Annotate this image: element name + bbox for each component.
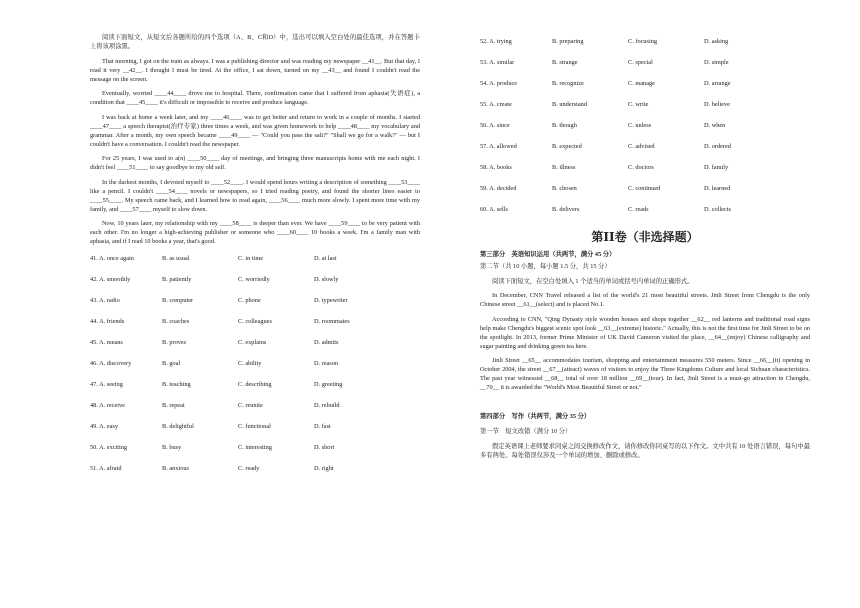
option-row: 47. A. seeing B. teaching C. describing D. greeting — [90, 381, 343, 388]
option-row: 56. A. since B. though C. unless D. when — [480, 122, 726, 129]
option-row: 50. A. exciting B. busy C. interesting D. short — [90, 444, 335, 451]
option-row: 58. A. books B. illness C. doctors D. family — [480, 164, 729, 171]
options-list-left — [90, 248, 420, 479]
passage-paragraph: Eventually, worried ____44____ drove me to hospital. There, confirmation came that I suffered from aphasia(失语症), a condition that ____45____ it's difficult or impossible to receive and produce language. — [90, 90, 420, 106]
cloze-passage — [90, 57, 420, 247]
option-row: 60. A. sells B. delivers C. reads D. collects — [480, 206, 731, 213]
option-row: 49. A. easy B. delightful C. functional D. fast — [90, 423, 331, 430]
option-row: 55. A. create B. understand C. write D. believe — [480, 101, 730, 108]
reading-instructions: 阅读下面短文，从短文后各题所给的四个选项（A、B、C和D）中，选出可以填入空白处的最佳选项，并在答题卡上将该项涂黑。 — [90, 34, 420, 50]
passage-paragraph: That morning, I got on the train as always. I was a publishing director and was reading my newspaper __41__. But that day, I read it very __42__. I thought I must be tired. At the office, I sat down, turned on my __43__ and found I couldn't read the message on the screen. — [90, 57, 420, 83]
option-row: 57. A. allowed B. expected C. advised D. ordered — [480, 143, 731, 150]
option-row: 51. A. afraid B. anxious C. ready D. right — [90, 465, 334, 472]
passage-paragraph: In the darkest months, I devoted myself to ____52____. I would spend hours writing a description of something ____53____ like a pencil. I couldn't ____54____ novels or newspapers, so I tried reading poetry, and found the shorter lines easier to ____55____. My speech came back, and I learned how to read again, ____56____ much more slowly. I spent more time with my family, and ____57____ myself to slow down. — [90, 178, 420, 213]
option-row: 53. A. similar B. strange C. special D. simple — [480, 59, 729, 66]
option-row: 41. A. once again B. as usual C. in time D. at last — [90, 255, 337, 262]
part4-instructions: 假定英语课上老师要求同桌之间交换修改作文，请你修改你同桌写的以下作文。文中共有 10 处语言错误，每句中最多有两处。每处错误仅涉及一个单词的增加、删除或修改。 — [480, 442, 810, 459]
part3-instructions: 阅读下面短文，在空白处填入 1 个适当的单词或括号内单词的正确形式。 — [492, 277, 694, 285]
passage-paragraph: Now, 10 years later, my relationship with my ____58____ is deeper than ever. We have ____59____ to be very patient with each other. I'm no longer a high-achieving publisher or someone who ____60____ 10 books a week. I'm a family man with aphasia, and if I read 10 books a year, that's good. — [90, 220, 420, 245]
option-row: 54. A. produce B. recognize C. manage D. arrange — [480, 80, 731, 87]
option-row: 42. A. smoothly B. patiently C. worriedly D. slowly — [90, 276, 339, 283]
option-row: 59. A. decided B. chosen C. continued D. learned — [480, 185, 731, 192]
passage-paragraph: Jinli Street __65__ accommodates tourism, shopping and entertainment measures 550 meters. Since __66__(it) opening in October 2004, the street __67__(attract) waves of visitors to enjoy the Three Kingdoms Culture and local Sichuan characteristics. The past year witnessed __68__ total of over 18 million __69__(tour). In fact, Jinli Street is a must-go attraction in Chengdu, __70__ it is awarded the "World's Most Beautiful Street or not." — [480, 357, 810, 391]
part4-heading: 第四部分 写作（共两节，满分 35 分） — [480, 413, 591, 420]
options-list-right — [480, 31, 810, 220]
passage-paragraph: I was back at home a week later, and my ____46____ was to get better and return to work in a couple of months. I started ____47____ a speech therapist(治疗专家) three times a week, and was given homework to help ____48____ my vocabulary and grammar. After a month, my own speech became ____49____ — "Could you pass the salt?" "Shall we go for a walk?" — but I couldn't have a conversation. I couldn't read the newspaper. — [90, 113, 420, 148]
part4-section1: 第一节 短文改错（满分 10 分） — [480, 428, 572, 435]
volume-title: 第II卷（非选择题） — [591, 230, 699, 244]
right-column — [480, 0, 810, 460]
option-row: 46. A. discovery B. goal C. ability D. reason — [90, 360, 339, 367]
option-row: 52. A. trying B. preparing C. focusing D. asking — [480, 38, 729, 45]
option-row: 44. A. friends B. coaches C. colleagues D. roommates — [90, 318, 350, 325]
option-row: 48. A. receive B. repeat C. reunite D. rebuild — [90, 402, 340, 409]
passage-paragraph: In December, CNN Travel released a list of the world's 21 most beautiful streets. Jinli Street from Chengdu is the only Chinese street __61__(select) and is placed No.1. — [480, 292, 810, 308]
part3-section2: 第二节（共 10 小题，每小题 1.5 分，共 15 分） — [480, 263, 611, 270]
passage-paragraph: For 25 years, I was used to a(n) ____50____ day of meetings, and bringing three manuscripts home with me each night. I didn't feel ____51____ to say goodbye to my old self. — [90, 155, 420, 171]
option-row: 45. A. means B. proves C. explains D. admits — [90, 339, 339, 346]
part3-heading: 第三部分 英语知识运用（共两节，满分 45 分） — [480, 251, 616, 258]
passage-paragraph: According to CNN, "Qing Dynasty style wooden houses and shops together __62__ red lanterns and traditional road signs help make Chengdu's biggest scenic spot look __63__(extreme) historic." Actually, this is not the first time for Jinli Street to be on the spotlight. In 2013, former Prime Minister of UK David Cameron visited the place, __64__(enjoy) Chinese calligraphy and sugar painting and drinking green tea here. — [480, 315, 810, 350]
option-row: 43. A. radio B. computer C. phone D. typewriter — [90, 297, 348, 304]
left-column — [90, 0, 420, 479]
